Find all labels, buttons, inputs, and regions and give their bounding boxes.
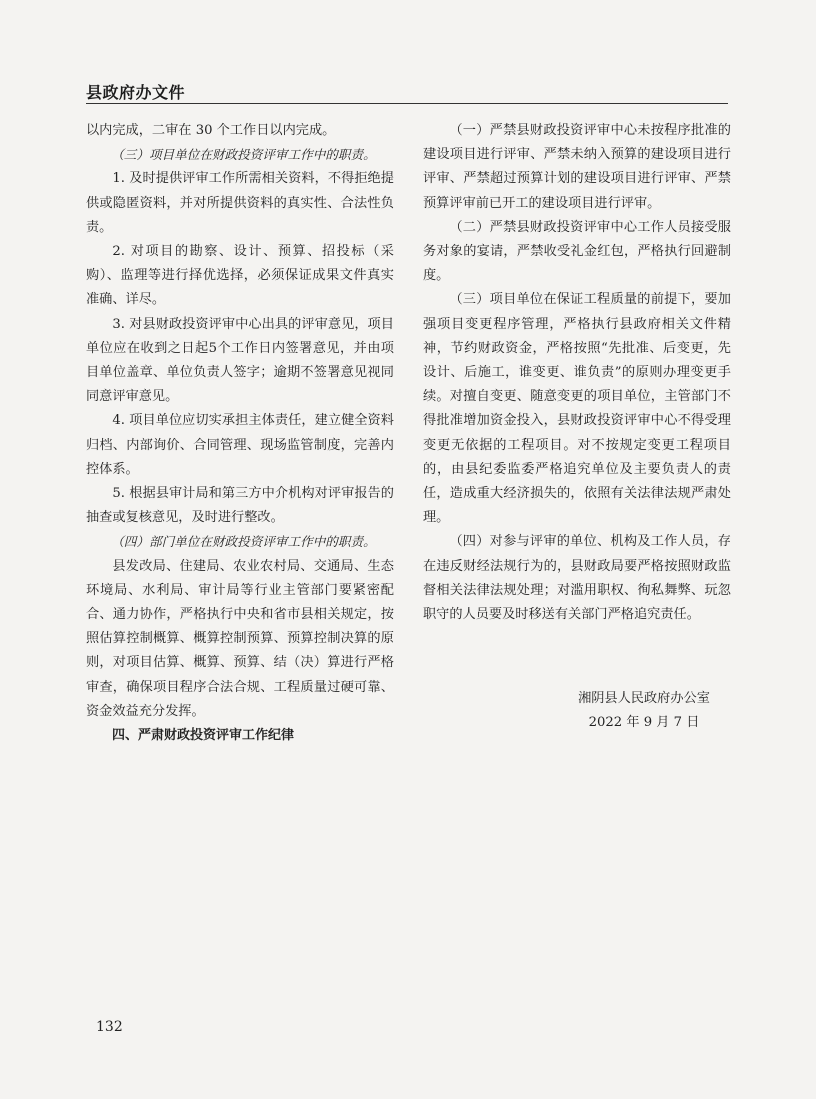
- paragraph-item-3: 3. 对县财政投资评审中心出具的评审意见，项目单位应在收到之日起5个工作日内签署意见，并由项目单位盖章、单位负责人签字；逾期不签署意见视同同意评审意见。: [86, 316, 394, 405]
- section-heading-discipline: 四、严肃财政投资评审工作纪律: [112, 728, 295, 744]
- paragraph-item-1: 1. 及时提供评审工作所需相关资料，不得拒绝提供或隐匿资料，并对所提供资料的真实性、合法性负责。: [86, 171, 394, 235]
- section-heading-project-duties: （三）项目单位在财政投资评审工作中的职责。: [111, 147, 376, 163]
- left-column: [86, 119, 394, 748]
- paragraph-item-5: 5. 根据县审计局和第三方中介机构对评审报告的抽查或复核意见，及时进行整改。: [86, 486, 394, 526]
- signature-date: 2022 年 9 月 7 日: [588, 715, 700, 730]
- paragraph-department-duties: 县发改局、住建局、农业农村局、交通局、生态环境局、水利局、审计局等行业主管部门要紧密配合、通力协作，严格执行中央和省市县相关规定，按照估算控制概算、概算控制预算、预算控制决算的原则，对项目估算、概算、预算、结（决）算进行严格审查，确保项目程序合法合规、工程质量过硬可靠、资金效益充分发挥。: [86, 558, 394, 719]
- paragraph-discipline-2: （二）严禁县财政投资评审中心工作人员接受服务对象的宴请，严禁收受礼金红包，严格执行回避制度。: [423, 219, 731, 284]
- right-column: [423, 119, 731, 627]
- page-number: 132: [96, 1019, 123, 1035]
- paragraph-discipline-4: （四）对参与评审的单位、机构及工作人员，存在违反财经法规行为的，县财政局要严格按照财政监督相关法律法规处理；对滥用职权、徇私舞弊、玩忽职守的人员要及时移送有关部门严格追究责任。: [423, 534, 731, 623]
- section-heading-department-duties: （四）部门单位在财政投资评审工作中的职责。: [111, 534, 376, 550]
- paragraph-item-2: 2. 对项目的勘察、设计、预算、招投标（采购）、监理等进行择优选择，必须保证成果文件真实准确、详尽。: [86, 244, 394, 308]
- paragraph-discipline-3: （三）项目单位在保证工程质量的前提下，要加强项目变更程序管理，严格执行县政府相关文件精神，节约财政资金，严格按照“先批准、后变更，先设计、后施工，谁变更、谁负责”的原则办理变更手续。对擅自变更、随意变更的项目单位，主管部门不得批准增加资金投入，县财政投资评审中心不得受理变更无依据的工程项目。对不按规定变更工程项目的，由县纪委监委严格追究单位及主要负责人的责任，造成重大经济损失的，依照有关法律法规严肃处理。: [423, 292, 731, 526]
- signature-office: 湘阴县人民政府办公室: [578, 691, 710, 706]
- paragraph-item-4: 4. 项目单位应切实承担主体责任，建立健全资料归档、内部询价、合同管理、现场监管制度，完善内控体系。: [86, 413, 394, 477]
- paragraph-continuation: 以内完成，二审在 30 个工作日以内完成。: [86, 123, 336, 138]
- header-rule: [86, 103, 728, 104]
- running-header-title: 县政府办文件: [86, 83, 186, 102]
- paragraph-discipline-1: （一）严禁县财政投资评审中心未按程序批准的建设项目进行评审、严禁未纳入预算的建设项目进行评审、严禁超过预算计划的建设项目进行评审、严禁预算评审前已开工的建设项目进行评审。: [423, 123, 731, 211]
